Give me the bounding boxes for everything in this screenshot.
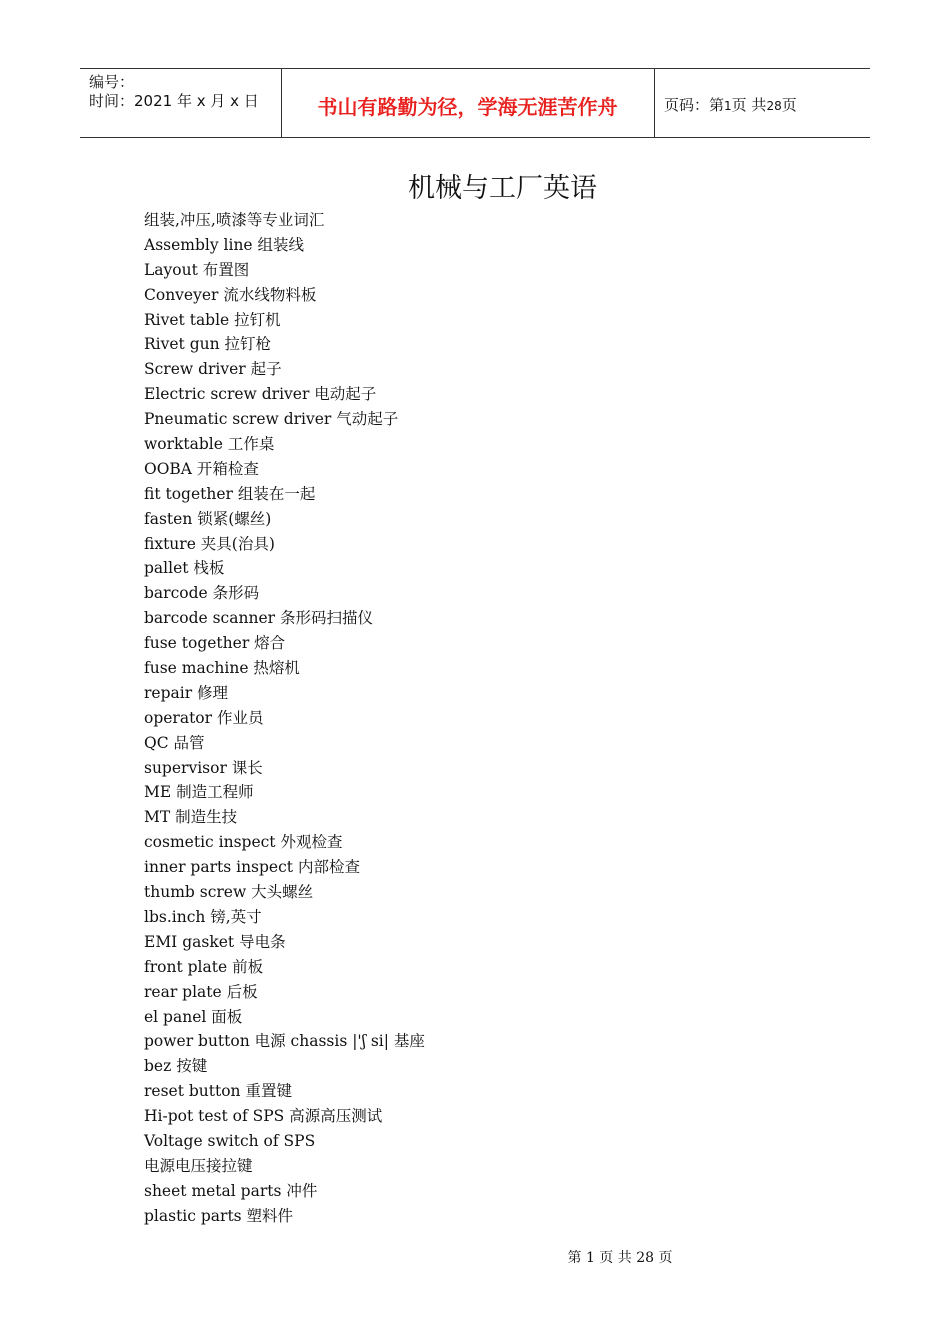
vocabulary-entry: QC 品管 [144, 733, 205, 752]
vocabulary-entry: Hi-pot test of SPS 高源高压测试 [144, 1107, 383, 1126]
vocabulary-entry: el panel 面板 [144, 1007, 243, 1026]
vocabulary-entry: ME 制造工程师 [144, 783, 254, 802]
vocabulary-entry: rear plate 后板 [144, 982, 258, 1001]
header-motto-cell [281, 69, 655, 137]
vocabulary-entry: Pneumatic screw driver 气动起子 [144, 410, 399, 429]
motto: 书山有路勤为径，学海无涯苦作舟 [317, 95, 618, 119]
vocabulary-entry: 组装,冲压,喷漆等专业词汇 [144, 211, 325, 229]
vocabulary-entry: fuse machine 热熔机 [144, 659, 300, 678]
vocabulary-entry: pallet 栈板 [144, 559, 225, 578]
vocabulary-entry: Rivet table 拉钉机 [144, 310, 281, 329]
page-footer: 第 1 页 共 28 页 [567, 1250, 673, 1266]
vocabulary-entry: worktable 工作桌 [144, 435, 275, 454]
vocabulary-entry: bez 按键 [144, 1057, 208, 1076]
vocabulary-entry: Electric screw driver 电动起子 [144, 385, 377, 404]
page-prefix: 页码：第 [664, 96, 725, 114]
vocabulary-entry: fasten 锁紧(螺丝) [144, 509, 272, 528]
header-page-cell [655, 69, 870, 137]
page-total: 28 [766, 99, 782, 113]
vocabulary-entry: Rivet gun 拉钉枪 [144, 335, 272, 354]
page-mid: 页 共 [731, 96, 767, 114]
vocabulary-entry: 电源电压接拉键 [144, 1156, 253, 1175]
vocabulary-entry: fixture 夹具(治具) [144, 534, 275, 553]
vocabulary-entry: MT 制造生技 [144, 808, 238, 827]
vocabulary-entry: supervisor 课长 [144, 758, 263, 777]
vocabulary-entry: thumb screw 大头螺丝 [144, 883, 314, 902]
document-header [80, 68, 870, 138]
page-number [664, 94, 797, 115]
vocabulary-entry: OOBA 开箱检查 [144, 459, 259, 478]
vocabulary-entry: barcode 条形码 [144, 584, 260, 603]
vocabulary-entry: reset button 重置键 [144, 1082, 292, 1101]
page-suffix: 页 [781, 96, 797, 114]
vocabulary-entry: power button 电源 chassis |'ʃ si| 基座 [144, 1032, 425, 1051]
vocabulary-entry: repair 修理 [144, 683, 229, 702]
vocabulary-entry: Voltage switch of SPS [144, 1131, 316, 1150]
vocabulary-list [144, 208, 425, 1229]
vocabulary-entry: operator 作业员 [144, 708, 264, 727]
vocabulary-entry: Layout 布置图 [144, 260, 250, 279]
document-date: 时间：2021 年 x 月 x 日 [89, 92, 259, 110]
vocabulary-entry: lbs.inch 镑,英寸 [144, 907, 262, 926]
vocabulary-entry: front plate 前板 [144, 957, 264, 976]
vocabulary-entry: cosmetic inspect 外观检查 [144, 833, 343, 852]
page-current: 1 [724, 99, 732, 113]
vocabulary-entry: fuse together 熔合 [144, 634, 286, 653]
vocabulary-entry: Conveyer 流水线物料板 [144, 285, 317, 304]
vocabulary-entry: sheet metal parts 冲件 [144, 1181, 318, 1200]
document-title: 机械与工厂英语 [408, 173, 597, 204]
vocabulary-entry: fit together 组装在一起 [144, 484, 316, 503]
vocabulary-entry: Screw driver 起子 [144, 360, 282, 379]
document-number-label: 编号： [89, 73, 135, 91]
vocabulary-entry: barcode scanner 条形码扫描仪 [144, 609, 373, 628]
vocabulary-entry: plastic parts 塑料件 [144, 1206, 294, 1225]
vocabulary-entry: EMI gasket 导电条 [144, 932, 286, 951]
vocabulary-entry: inner parts inspect 内部检查 [144, 858, 360, 877]
header-meta-cell [80, 69, 282, 137]
vocabulary-entry: Assembly line 组装线 [144, 235, 305, 254]
